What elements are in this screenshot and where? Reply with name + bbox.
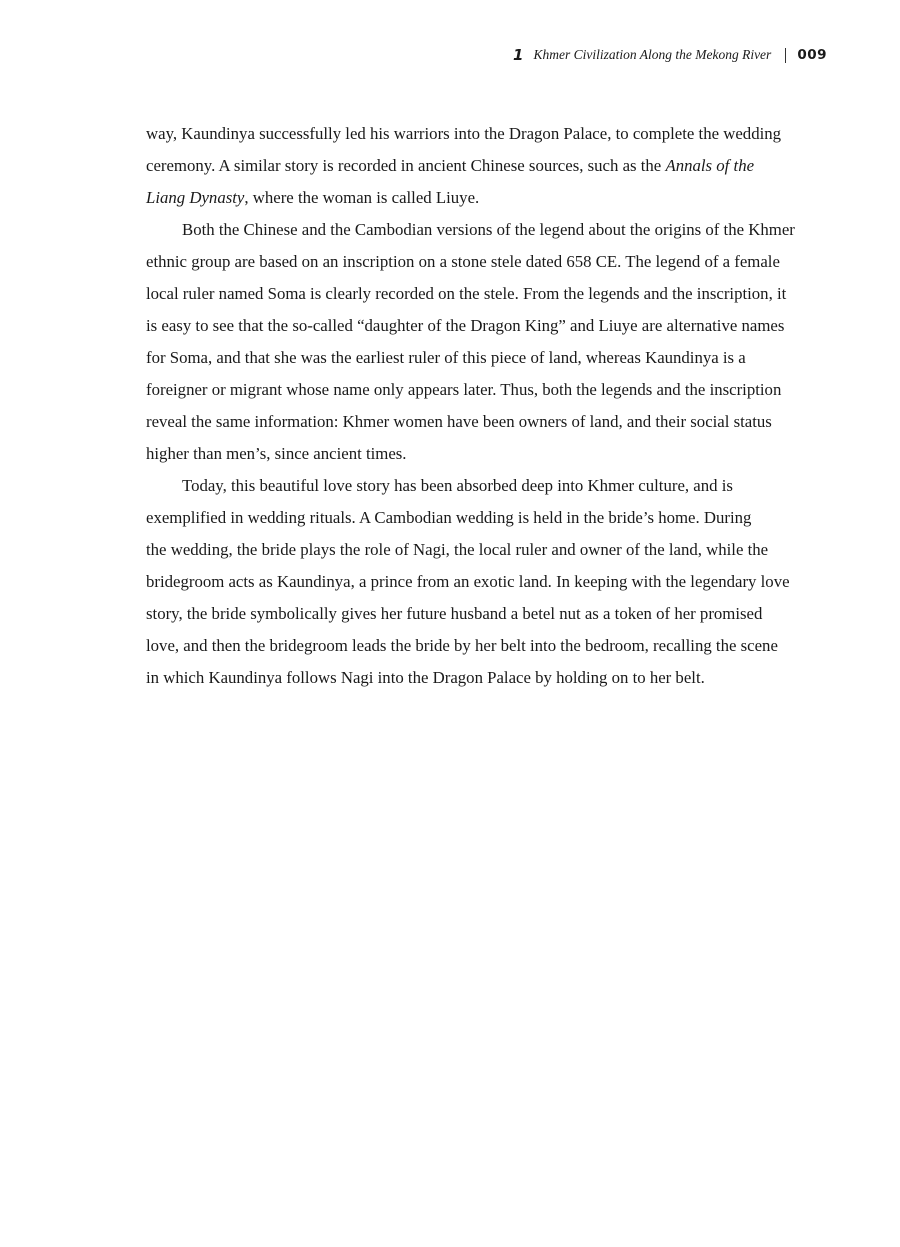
running-head xyxy=(513,46,827,64)
text-run: exemplified in wedding rituals. A Cambodian wedding is held in the bride’s home. During xyxy=(146,508,752,527)
text-run: is easy to see that the so-called “daughter of the Dragon King” and Liuye are alternative names xyxy=(146,316,785,335)
header-divider xyxy=(785,48,786,63)
text-run: ethnic group are based on an inscription on a stone stele dated 658 CE. The legend of a female xyxy=(146,252,780,271)
text-line xyxy=(182,476,733,495)
text-run: ceremony. A similar story is recorded in ancient Chinese sources, such as the xyxy=(146,156,666,175)
text-line xyxy=(146,572,790,591)
italic-title: Annals of the xyxy=(665,156,755,175)
body-text xyxy=(146,118,830,694)
paragraph xyxy=(146,470,830,694)
text-run: Today, this beautiful love story has been absorbed deep into Khmer culture, and is xyxy=(182,476,733,495)
text-line xyxy=(146,348,746,367)
text-run: bridegroom acts as Kaundinya, a prince from an exotic land. In keeping with the legendary love xyxy=(146,572,790,591)
text-line xyxy=(146,508,751,527)
text-line xyxy=(182,220,795,239)
chapter-number: 1 xyxy=(513,46,524,64)
text-run: local ruler named Soma is clearly recorded on the stele. From the legends and the inscription, it xyxy=(146,284,787,303)
paragraph xyxy=(146,214,830,470)
text-run: way, Kaundinya successfully led his warriors into the Dragon Palace, to complete the wedding xyxy=(146,124,782,143)
text-run: love, and then the bridegroom leads the bride by her belt into the bedroom, recalling the scene xyxy=(146,636,778,655)
text-line xyxy=(146,380,781,399)
italic-title: Liang Dynasty xyxy=(146,188,245,207)
paragraph xyxy=(146,118,830,214)
text-run: the wedding, the bride plays the role of Nagi, the local ruler and owner of the land, while the xyxy=(146,540,769,559)
text-line xyxy=(146,412,772,431)
text-line xyxy=(146,252,780,271)
text-run: , where the woman is called Liuye. xyxy=(244,188,480,207)
text-line xyxy=(146,668,705,687)
text-line xyxy=(146,444,407,463)
text-line xyxy=(146,284,786,303)
text-line xyxy=(146,604,762,623)
text-line xyxy=(146,540,768,559)
text-line xyxy=(146,188,479,207)
text-line xyxy=(146,156,754,175)
text-run: higher than men’s, since ancient times. xyxy=(146,444,407,463)
text-run: Both the Chinese and the Cambodian versions of the legend about the origins of the Khmer xyxy=(182,220,795,239)
page-number: 009 xyxy=(797,47,827,63)
chapter-title: Khmer Civilization Along the Mekong River xyxy=(533,47,772,62)
text-run: reveal the same information: Khmer women have been owners of land, and their social status xyxy=(146,412,772,431)
text-line xyxy=(146,124,781,143)
text-line xyxy=(146,636,778,655)
text-run: story, the bride symbolically gives her future husband a betel nut as a token of her promised xyxy=(146,604,763,623)
text-run: foreigner or migrant whose name only appears later. Thus, both the legends and the inscription xyxy=(146,380,782,399)
text-run: in which Kaundinya follows Nagi into the Dragon Palace by holding on to her belt. xyxy=(146,668,705,687)
text-run: for Soma, and that she was the earliest ruler of this piece of land, whereas Kaundinya is a xyxy=(146,348,746,367)
text-line xyxy=(146,316,784,335)
